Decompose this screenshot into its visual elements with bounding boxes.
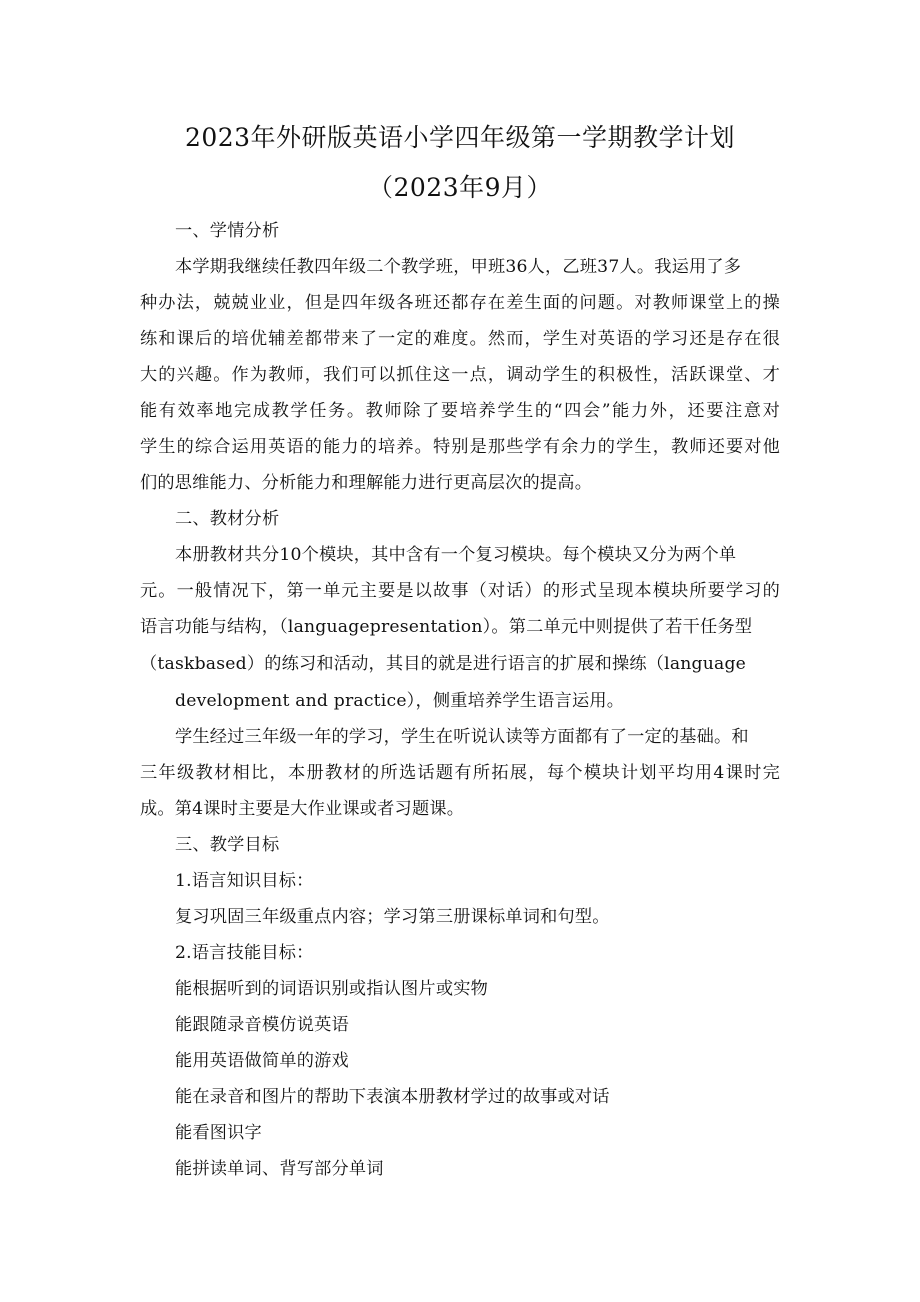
paragraph-line: 语言功能与结构，（languagepresentation）。第二单元中则提供了若干任务型 (140, 617, 753, 637)
goal-item: 1.语言知识目标： (175, 871, 314, 891)
document-title: 2023年外研版英语小学四年级第一学期教学计划 (184, 123, 736, 152)
paragraph-line: 三年级教材相比，本册教材的所选话题有所拓展，每个模块计划平均用4课时完 (140, 763, 780, 783)
paragraph-line: 能有效率地完成教学任务。教师除了要培养学生的“四会”能力外，还要注意对 (140, 401, 780, 421)
section-heading-textbook-analysis: 二、教材分析 (175, 509, 280, 529)
goal-item: 能在录音和图片的帮助下表演本册教材学过的故事或对话 (175, 1087, 610, 1107)
goal-item: 复习巩固三年级重点内容；学习第三册课标单词和句型。 (175, 907, 610, 927)
goal-item: 能看图识字 (175, 1123, 262, 1143)
paragraph-line: （taskbased）的练习和活动，其目的就是进行语言的扩展和操练（language (140, 654, 747, 674)
goal-item: 能用英语做简单的游戏 (175, 1051, 349, 1071)
paragraph-line: 本学期我继续任教四年级二个教学班，甲班36人，乙班37人。我运用了多 (175, 257, 742, 277)
paragraph-line: 学生的综合运用英语的能力的培养。特别是那些学有余力的学生，教师还要对他 (140, 437, 780, 457)
paragraph-line: 成。第4课时主要是大作业课或者习题课。 (140, 799, 465, 819)
paragraph-line: 大的兴趣。作为教师，我们可以抓住这一点，调动学生的积极性，活跃课堂、才 (140, 365, 780, 385)
paragraph-line: 们的思维能力、分析能力和理解能力进行更高层次的提高。 (140, 473, 593, 493)
paragraph-line: 种办法，兢兢业业，但是四年级各班还都存在差生面的问题。对教师课堂上的操 (140, 293, 780, 313)
paragraph-line: 练和课后的培优辅差都带来了一定的难度。然而，学生对英语的学习还是存在很 (140, 329, 780, 349)
section-heading-teaching-goals: 三、教学目标 (175, 835, 280, 855)
paragraph-line: development and practice），侧重培养学生语言运用。 (175, 691, 625, 711)
goal-item: 能根据听到的词语识别或指认图片或实物 (175, 979, 488, 999)
paragraph-line: 本册教材共分10个模块，其中含有一个复习模块。每个模块又分为两个单 (175, 545, 737, 565)
goal-item: 2.语言技能目标： (175, 943, 314, 963)
goal-item: 能拼读单词、背写部分单词 (175, 1159, 384, 1179)
section-heading-learning-analysis: 一、学情分析 (175, 221, 280, 241)
document-subtitle: （2023年9月） (367, 173, 553, 202)
paragraph-line: 学生经过三年级一年的学习，学生在听说认读等方面都有了一定的基础。和 (175, 727, 749, 747)
goal-item: 能跟随录音模仿说英语 (175, 1015, 349, 1035)
paragraph-line: 元。一般情况下，第一单元主要是以故事（对话）的形式呈现本模块所要学习的 (140, 581, 780, 601)
